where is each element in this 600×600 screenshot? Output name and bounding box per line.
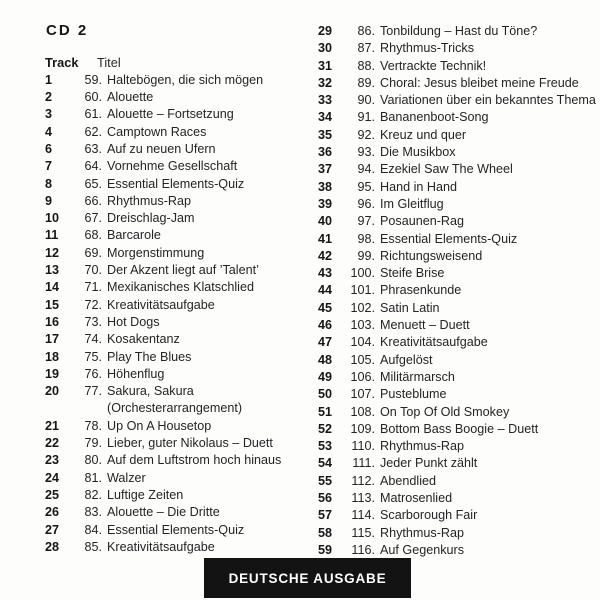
track-row [45, 227, 315, 244]
track-row [318, 317, 600, 334]
piece-number: 95. [357, 179, 375, 194]
track-number: 1 [45, 72, 53, 87]
track-title: Die Musikbox [380, 145, 456, 160]
track-row [45, 470, 315, 487]
track-number: 36 [318, 145, 333, 160]
piece-number: 113. [351, 491, 375, 506]
piece-number: 91. [357, 110, 375, 125]
track-title: Höhenflug [107, 366, 165, 381]
track-title: Auf zu neuen Ufern [107, 141, 216, 156]
track-title: Choral: Jesus bleibet meine Freude [380, 75, 579, 90]
track-title: Haltebögen, die sich mögen [107, 72, 264, 87]
piece-number: 84. [84, 522, 102, 537]
piece-number: 69. [84, 245, 102, 260]
track-list-left [45, 54, 315, 556]
track-title: Matrosenlied [380, 491, 453, 506]
track-number: 40 [318, 214, 333, 229]
track-number-empty [45, 400, 67, 417]
track-number: 42 [318, 248, 333, 263]
piece-number: 67. [84, 211, 102, 226]
german-edition-badge-label: DEUTSCHE AUSGABE [228, 570, 387, 586]
track-title: Tonbildung – Hast du Töne? [380, 24, 538, 38]
track-number: 29 [318, 24, 333, 38]
track-number: 16 [45, 314, 60, 329]
piece-number: 93. [357, 145, 375, 160]
track-number: 59 [318, 542, 333, 557]
track-number: 17 [45, 332, 60, 347]
track-number: 22 [45, 436, 60, 451]
piece-number: 61. [84, 107, 102, 122]
piece-number: 66. [84, 193, 102, 208]
track-row [45, 314, 315, 331]
track-row [45, 176, 315, 193]
track-number: 49 [318, 369, 333, 384]
track-number: 55 [318, 473, 333, 488]
track-title: Alouette – Fortsetzung [107, 107, 234, 122]
track-number: 37 [318, 162, 333, 177]
track-title: Vornehme Gesellschaft [107, 159, 238, 174]
track-number: 18 [45, 349, 60, 364]
piece-number: 107. [350, 387, 375, 402]
track-number: 15 [45, 297, 60, 312]
track-number: 27 [45, 522, 60, 537]
piece-number: 68. [84, 228, 102, 243]
track-number: 44 [318, 283, 333, 298]
track-number: 47 [318, 335, 333, 350]
track-title: Essential Elements-Quiz [380, 231, 518, 246]
track-title: Morgenstimmung [107, 245, 205, 260]
piece-number: 108. [350, 404, 375, 419]
track-rows-right [318, 23, 600, 559]
track-row [318, 265, 600, 282]
piece-number: 80. [84, 453, 102, 468]
track-number: 41 [318, 231, 333, 246]
track-number: 26 [45, 505, 60, 520]
track-row [318, 23, 600, 40]
track-title: Pusteblume [380, 387, 447, 402]
piece-number: 85. [84, 539, 102, 554]
track-title: Variationen über ein bekanntes Thema [380, 93, 596, 108]
piece-number: 63. [84, 141, 102, 156]
track-row [45, 297, 315, 314]
track-number: 7 [45, 159, 53, 174]
piece-number: 89. [357, 75, 375, 90]
piece-number: 96. [357, 196, 375, 211]
track-title: Essential Elements-Quiz [107, 522, 245, 537]
track-number: 48 [318, 352, 333, 367]
track-row [318, 473, 600, 490]
track-title: Play The Blues [107, 349, 192, 364]
track-title: Bottom Bass Boogie – Duett [380, 421, 539, 436]
track-title: Essential Elements-Quiz [107, 176, 245, 191]
track-row [45, 487, 315, 504]
track-row [45, 349, 315, 366]
track-row [318, 161, 600, 178]
piece-number: 103. [350, 318, 375, 333]
piece-number: 112. [351, 473, 375, 488]
track-title: Rhythmus-Tricks [380, 41, 474, 56]
track-title: Alouette [107, 90, 154, 105]
german-edition-badge [204, 558, 411, 598]
track-row [318, 213, 600, 230]
track-row [318, 58, 600, 75]
track-number: 52 [318, 421, 333, 436]
track-row [318, 179, 600, 196]
track-row [318, 127, 600, 144]
track-title: Camptown Races [107, 124, 207, 139]
track-number: 23 [45, 453, 60, 468]
track-title: Menuett – Duett [380, 318, 470, 333]
track-title: Ezekiel Saw The Wheel [380, 162, 513, 177]
track-title-continuation: (Orchesterarrangement) [107, 401, 243, 416]
track-title: Hand in Hand [380, 179, 458, 194]
piece-number: 82. [84, 487, 102, 502]
track-row [45, 383, 315, 400]
piece-number: 74. [84, 332, 102, 347]
track-row-continuation [45, 400, 315, 417]
track-title: Auf dem Luftstrom hoch hinaus [107, 453, 282, 468]
track-number: 4 [45, 124, 53, 139]
track-row [318, 92, 600, 109]
track-title: Scarborough Fair [380, 508, 478, 523]
piece-number: 102. [350, 300, 375, 315]
track-row [45, 331, 315, 348]
piece-number: 114. [351, 508, 375, 523]
track-row [45, 245, 315, 262]
track-row [318, 334, 600, 351]
piece-number: 92. [357, 127, 375, 142]
track-row [318, 248, 600, 265]
list-column-headers [45, 54, 315, 71]
track-title: Kreuz und quer [380, 127, 467, 142]
track-title: Kreativitätsaufgabe [107, 297, 215, 312]
track-title: Rhythmus-Rap [380, 439, 464, 454]
track-title: Sakura, Sakura [107, 384, 194, 399]
track-row [45, 210, 315, 227]
cd-title: CD 2 [46, 22, 89, 39]
track-title: Walzer [107, 470, 146, 485]
piece-number: 100. [350, 266, 375, 281]
track-title: Rhythmus-Rap [107, 193, 191, 208]
track-title: Abendlied [380, 473, 437, 488]
track-number: 53 [318, 439, 333, 454]
track-row [45, 106, 315, 123]
track-title: Rhythmus-Rap [380, 525, 464, 540]
track-title: Phrasenkunde [380, 283, 462, 298]
piece-number: 71. [84, 280, 102, 295]
track-title: Mexikanisches Klatschlied [107, 280, 254, 295]
piece-number: 115. [351, 525, 375, 540]
track-row [318, 352, 600, 369]
piece-number: 105. [350, 352, 375, 367]
track-list-right [318, 23, 600, 559]
track-number: 46 [318, 318, 333, 333]
track-title: Hot Dogs [107, 314, 160, 329]
track-number: 24 [45, 470, 60, 485]
track-row [45, 539, 315, 556]
piece-number: 75. [84, 349, 102, 364]
track-row [318, 109, 600, 126]
track-number: 31 [318, 58, 333, 73]
track-number: 10 [45, 211, 60, 226]
track-number: 12 [45, 245, 60, 260]
track-row [45, 193, 315, 210]
piece-number: 104. [350, 335, 375, 350]
track-title: Luftige Zeiten [107, 487, 184, 502]
track-row [318, 507, 600, 524]
track-number: 35 [318, 127, 333, 142]
track-number: 39 [318, 196, 333, 211]
track-title: Kreativitätsaufgabe [380, 335, 488, 350]
column-header-titel: Titel [97, 55, 121, 70]
piece-number: 98. [357, 231, 375, 246]
track-number: 38 [318, 179, 333, 194]
piece-number: 116. [351, 542, 375, 557]
track-row [45, 141, 315, 158]
track-row [318, 490, 600, 507]
piece-number: 106. [350, 369, 375, 384]
track-title: Jeder Punkt zählt [380, 456, 478, 471]
track-title: Steife Brise [380, 266, 445, 281]
track-row [45, 452, 315, 469]
track-number: 28 [45, 539, 60, 554]
track-title: Posaunen-Rag [380, 214, 465, 229]
track-number: 14 [45, 280, 60, 295]
track-row [318, 196, 600, 213]
track-row [318, 438, 600, 455]
track-title: Lieber, guter Nikolaus – Duett [107, 436, 273, 451]
track-title: Richtungsweisend [380, 248, 483, 263]
track-row [318, 404, 600, 421]
piece-number-empty [72, 400, 102, 417]
track-title: Dreischlag-Jam [107, 211, 195, 226]
track-number: 8 [45, 176, 53, 191]
track-number: 43 [318, 266, 333, 281]
piece-number: 65. [84, 176, 102, 191]
track-row [45, 262, 315, 279]
track-title: Aufgelöst [380, 352, 433, 367]
track-number: 56 [318, 491, 333, 506]
track-number: 3 [45, 107, 53, 122]
track-number: 32 [318, 75, 333, 90]
piece-number: 83. [84, 505, 102, 520]
track-title: Bananenboot-Song [380, 110, 489, 125]
track-row [318, 525, 600, 542]
column-header-track: Track [45, 55, 79, 70]
track-row [318, 144, 600, 161]
piece-number: 86. [357, 24, 375, 38]
track-number: 57 [318, 508, 333, 523]
track-row [45, 279, 315, 296]
track-number: 19 [45, 366, 60, 381]
piece-number: 99. [357, 248, 375, 263]
track-number: 13 [45, 263, 60, 278]
track-row [45, 418, 315, 435]
track-row [45, 435, 315, 452]
track-number: 54 [318, 456, 333, 471]
piece-number: 94. [357, 162, 375, 177]
track-number: 21 [45, 418, 60, 433]
piece-number: 110. [351, 439, 375, 454]
track-row [318, 40, 600, 57]
track-number: 30 [318, 41, 333, 56]
track-row [45, 522, 315, 539]
track-rows-left [45, 72, 315, 556]
piece-number: 76. [84, 366, 102, 381]
track-number: 2 [45, 90, 53, 105]
track-title: Kosakentanz [107, 332, 180, 347]
piece-number: 60. [84, 90, 102, 105]
track-number: 34 [318, 110, 333, 125]
piece-number: 70. [84, 263, 102, 278]
track-number: 25 [45, 487, 60, 502]
track-number: 50 [318, 387, 333, 402]
track-row [318, 75, 600, 92]
track-title: Vertrackte Technik! [380, 58, 487, 73]
piece-number: 90. [357, 93, 375, 108]
track-title: Im Gleitflug [380, 196, 444, 211]
track-title: Alouette – Die Dritte [107, 505, 220, 520]
track-row [45, 72, 315, 89]
track-row [45, 158, 315, 175]
track-number: 9 [45, 193, 53, 208]
track-title: Der Akzent liegt auf ’Talent’ [107, 263, 259, 278]
piece-number: 88. [357, 58, 375, 73]
piece-number: 101. [350, 283, 375, 298]
track-number: 45 [318, 300, 333, 315]
track-row [45, 504, 315, 521]
track-number: 6 [45, 141, 53, 156]
piece-number: 97. [357, 214, 375, 229]
track-number: 33 [318, 93, 333, 108]
track-title: On Top Of Old Smokey [380, 404, 510, 419]
piece-number: 72. [84, 297, 102, 312]
piece-number: 79. [84, 436, 102, 451]
track-number: 51 [318, 404, 333, 419]
track-row [318, 386, 600, 403]
piece-number: 73. [84, 314, 102, 329]
piece-number: 77. [84, 384, 102, 399]
piece-number: 64. [84, 159, 102, 174]
track-title: Up On A Housetop [107, 418, 212, 433]
track-row [318, 421, 600, 438]
piece-number: 59. [84, 72, 102, 87]
track-number: 58 [318, 525, 333, 540]
piece-number: 62. [84, 124, 102, 139]
track-title: Barcarole [107, 228, 161, 243]
track-title: Auf Gegenkurs [380, 542, 465, 557]
piece-number: 81. [84, 470, 102, 485]
track-row [45, 124, 315, 141]
piece-number: 111. [352, 456, 375, 471]
track-row [318, 282, 600, 299]
piece-number: 109. [350, 421, 375, 436]
track-number: 20 [45, 384, 60, 399]
piece-number: 78. [84, 418, 102, 433]
track-row [318, 231, 600, 248]
track-title: Satin Latin [380, 300, 440, 315]
track-row [318, 542, 600, 559]
track-row [318, 300, 600, 317]
track-row [318, 369, 600, 386]
piece-number: 87. [357, 41, 375, 56]
track-title: Kreativitätsaufgabe [107, 539, 215, 554]
track-row [45, 89, 315, 106]
track-number: 11 [45, 228, 59, 243]
track-title: Militärmarsch [380, 369, 455, 384]
track-row [45, 366, 315, 383]
track-row [318, 455, 600, 472]
